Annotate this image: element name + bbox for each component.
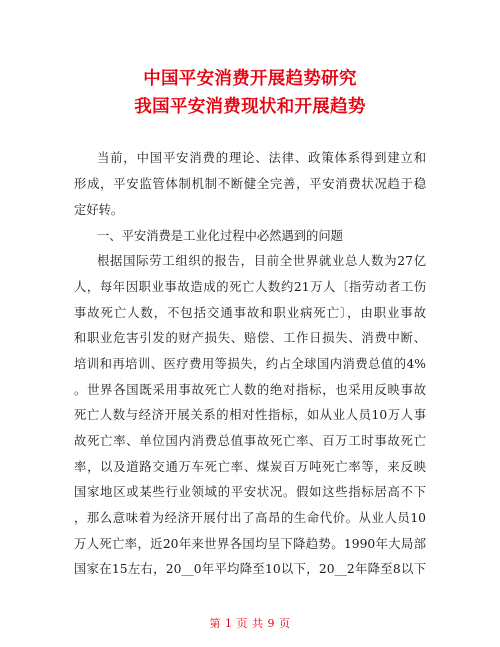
paragraph-line: 事故死亡人数，不包括交通事故和职业病死亡〕，由职业事故 <box>74 306 426 320</box>
paragraph-line: ，那么意味着为经济开展付出了高昂的生命代价。从业人员10 <box>74 511 426 525</box>
paragraph-line: 根据国际劳工组织的报告，目前全世界就业总人数为27亿 <box>97 254 426 268</box>
paragraph-line: 形成，平安监管体制机制不断健全完善，平安消费状况趋于稳 <box>74 177 426 191</box>
paragraph-line: 培训和再培训、医疗费用等损失，约占全球国内消费总值的4% <box>74 357 426 371</box>
paragraph-line: 定好转。 <box>74 203 124 217</box>
document-title: 中国平安消费开展趋势研究 <box>143 69 357 89</box>
document-subtitle: 我国平安消费现状和开展趋势 <box>134 97 366 117</box>
section-heading: 一、平安消费是工业化过程中必然遇到的问题 <box>97 229 343 243</box>
paragraph-line: 人，每年因职业事故造成的死亡人数约21万人〔指劳动者工伤 <box>74 280 426 294</box>
paragraph-line: 和职业危害引发的财产损失、赔偿、工作日损失、消费中断、 <box>74 331 426 345</box>
paragraph-line: 死亡人数与经济开展关系的相对性指标，如从业人员10万人事 <box>74 408 426 422</box>
paragraph-line: 故死亡率、单位国内消费总值事故死亡率、百万工时事故死亡 <box>74 434 426 448</box>
paragraph-line: 当前，中国平安消费的理论、法律、政策体系得到建立和 <box>97 151 426 165</box>
paragraph-line: 国家地区或某些行业领域的平安状况。假如这些指标居高不下 <box>74 485 426 499</box>
paragraph-line: 率，以及道路交通万车死亡率、煤炭百万吨死亡率等，来反映 <box>74 460 426 474</box>
paragraph-line: 国家在15左右，20__0年平均降至10以下，20__2年降至8以下 <box>74 562 426 576</box>
paragraph-line: 。世界各国既采用事故死亡人数的绝对指标，也采用反映事故 <box>74 383 426 397</box>
paragraph-line: 万人死亡率，近20年来世界各国均呈下降趋势。1990年大局部 <box>74 537 426 551</box>
page-number: 第 1 页 共 9 页 <box>209 617 291 630</box>
